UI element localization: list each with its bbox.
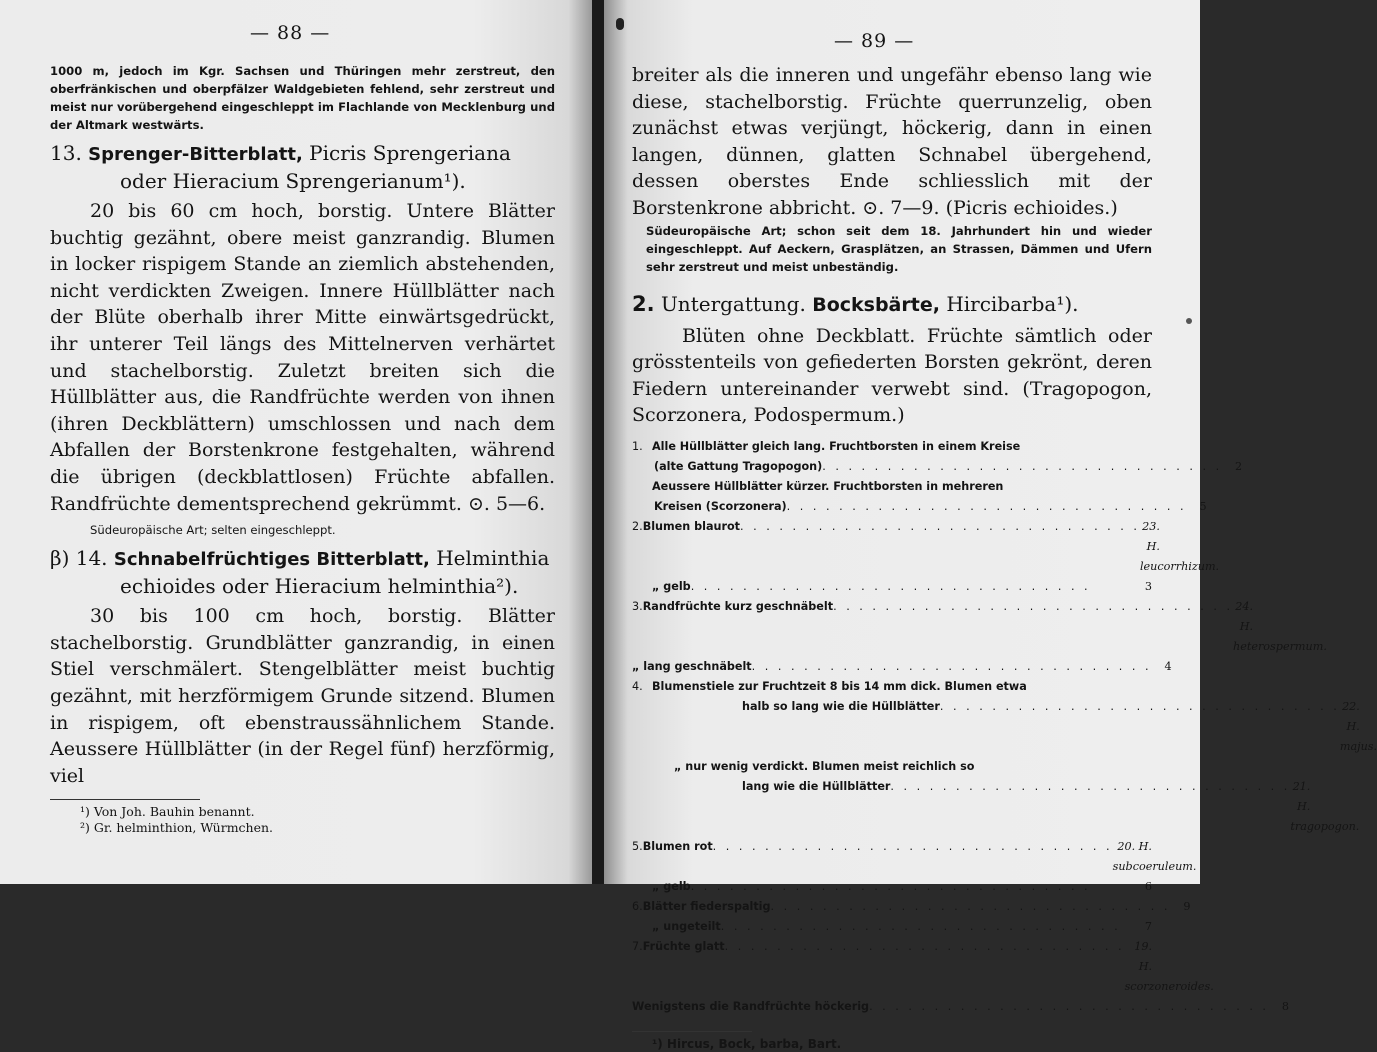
subgenus-name: Bocksbärte, — [812, 293, 940, 316]
key-row — [632, 657, 1172, 677]
identification-key — [632, 437, 1377, 1017]
entry-latin-cont: echioides oder Hieracium helminthia²). — [120, 574, 519, 599]
page-number: — 89 — — [834, 30, 915, 52]
key-row-number: 6. — [632, 899, 643, 913]
entry-14-heading — [50, 545, 555, 599]
key-row — [632, 577, 1152, 597]
key-row-text: „ gelb — [652, 879, 691, 893]
key-row-reference: 2 — [1235, 459, 1243, 473]
footnote-rule — [632, 1031, 752, 1032]
entry-13-description: 20 bis 60 cm hoch, borstig. Untere Blätter buchtig gezähnt, obere meist ganzrandig. Blumen in locker rispigem Stande an ziemlich abstehenden, nicht verdickten Zweigen. Innere Hüllblätter nach der Blüte oberhalb ihrer Mitte einwärtsgedrückt, ihr unterer Teil längs des Mittelnerven verhärtet und stachelborstig. Zuletzt breiten sich die Hüllblätter aus, die Randfrüchte werden von ihnen (ihren Deckblättern) umschlossen und nach dem Abfallen der Borstenkrone festgehalten, während die übrigen (deckblattlosen) Früchte abfallen. Randfrüchte dementsprechend gekrümmt. ⊙. 5—6. — [50, 200, 555, 515]
key-row-reference: 6 — [1144, 879, 1152, 893]
key-leader-dots: . . . . . . . . . . . . . . . . . . . . . . . . . . . . . . . — [939, 699, 1340, 713]
key-row-text: Aeussere Hüllblätter kürzer. Fruchtborsten in mehreren — [652, 479, 1004, 493]
key-row-number: 1. — [632, 439, 643, 453]
key-row-reference: 3 — [1144, 579, 1152, 593]
key-leader-dots: . . . . . . . . . . . . . . . . . . . . . . . . . . . . . . . — [740, 519, 1140, 533]
key-row-reference: 5 — [1199, 499, 1207, 513]
subgenus-number: 2. — [632, 291, 655, 316]
key-row — [632, 757, 1152, 777]
entry-number: β) 14. — [50, 546, 108, 571]
key-row-text: „ lang geschnäbelt — [632, 659, 752, 673]
entry-latin: Picris Sprengeriana — [309, 141, 511, 165]
entry-14-description: 30 bis 100 cm hoch, borstig. Blätter stachelborstig. Grundblätter ganzrandig, in einen Stiel verschmälert. Stengelblätter meist buchtig gezähnt, mit herzförmigem Grunde sitzend. Blumen in rispigem, oft ebenstraussähnlichem Stande. Aeussere Hüllblätter (in der Regel fünf) herzförmig, viel — [50, 605, 555, 787]
key-row-number: 3. — [632, 599, 643, 613]
footnote-2: ²) Gr. helminthion, Würmchen. — [80, 820, 274, 836]
entry-name: Schnabelfrüchtiges Bitterblatt, — [113, 549, 430, 571]
key-leader-dots: . . . . . . . . . . . . . . . . . . . . . . . . . . . . . . . — [712, 839, 1113, 853]
key-row — [632, 597, 1327, 657]
key-row-reference: 22. H. majus. — [1339, 699, 1377, 753]
key-row — [632, 677, 1152, 697]
key-row-number: 5. — [632, 839, 643, 853]
entry-number: 13. — [50, 141, 82, 165]
key-row-reference: 20. H. subcoeruleum. — [1112, 839, 1197, 873]
key-row-text: „ nur wenig verdickt. Blumen meist reichlich so — [674, 759, 975, 773]
key-row-text: Früchte glatt — [642, 939, 725, 953]
key-leader-dots: . . . . . . . . . . . . . . . . . . . . . . . . . . . . . . . — [786, 499, 1187, 513]
footnote-1: ¹) Von Joh. Bauhin benannt. — [80, 804, 255, 820]
key-row-text: Blätter fiederspaltig — [642, 899, 771, 913]
key-row-number: 7. — [632, 939, 643, 953]
key-row-text: Alle Hüllblätter gleich lang. Fruchtborsten in einem Kreise — [652, 439, 1021, 453]
key-leader-dots: . . . . . . . . . . . . . . . . . . . . . . . . . . . . . . . — [751, 659, 1152, 673]
key-row-text: lang wie die Hüllblätter — [742, 779, 891, 793]
footnote-1: ¹) Hircus, Bock, barba, Bart. — [652, 1036, 842, 1051]
page-number: — 88 — — [250, 22, 331, 44]
key-leader-dots: . . . . . . . . . . . . . . . . . . . . . . . . . . . . . . . — [720, 919, 1121, 933]
key-row-text: Wenigstens die Randfrüchte höckerig — [632, 999, 870, 1013]
key-row-text: Blumen blaurot — [642, 519, 741, 533]
key-row-reference: 23. H. leucorrhizum. — [1139, 519, 1220, 573]
entry-latin-cont: oder Hieracium Sprengerianum¹). — [120, 169, 466, 193]
key-row-text: Randfrüchte kurz geschnäbelt — [642, 599, 834, 613]
key-row-reference: 24. H. heterospermum. — [1233, 599, 1327, 653]
book-gutter — [592, 0, 604, 884]
key-row-number: 4. — [632, 679, 643, 693]
key-row — [632, 517, 1220, 577]
ink-speck — [1186, 318, 1192, 324]
subgenus-latin: Hircibarba¹). — [946, 291, 1079, 316]
key-leader-dots: . . . . . . . . . . . . . . . . . . . . . . . . . . . . . . . — [690, 879, 1091, 893]
subgenus-description: Blüten ohne Deckblatt. Früchte sämtlich oder grösstenteils von gefiederten Borsten gekrönt, deren Fiedern untereinander verwebt sind. (Tragopogon, Scorzonera, Podospermum.) — [632, 324, 1152, 427]
footnote-rule — [50, 799, 200, 800]
key-row-reference: 21. H. tragopogon. — [1290, 779, 1360, 833]
key-row-text: „ ungeteilt — [652, 919, 721, 933]
page-content — [50, 62, 555, 836]
key-row-reference: 19. H. scorzoneroides. — [1124, 939, 1214, 993]
page-88 — [0, 0, 592, 884]
key-row-reference: 8 — [1281, 999, 1289, 1013]
key-row-text: Kreisen (Scorzonera) — [654, 499, 787, 513]
key-row — [632, 457, 1243, 477]
subgenus-label: Untergattung. — [660, 291, 806, 316]
entry-14-continuation: breiter als die inneren und ungefähr ebenso lang wie diese, stachelborstig. Früchte querrunzelig, oben zunächst etwas verjüngt, höckerig, dann in einen langen, dünnen, glatten Schnabel übergehend, dessen oberstes Ende schliesslich mit der Borstenkrone abbricht. ⊙. 7—9. (Picris echioides.) — [632, 64, 1152, 219]
key-row — [632, 897, 1191, 917]
key-leader-dots: . . . . . . . . . . . . . . . . . . . . . . . . . . . . . . . — [724, 939, 1125, 953]
subgenus-heading — [632, 290, 1152, 319]
key-row — [632, 837, 1197, 877]
key-row-reference: 4 — [1164, 659, 1172, 673]
key-row — [632, 477, 1152, 497]
entry-name: Sprenger-Bitterblatt, — [88, 144, 303, 165]
key-row — [632, 697, 1377, 757]
key-row — [632, 437, 1152, 457]
key-row-text: (alte Gattung Tragopogon) — [654, 459, 823, 473]
entry-13-note: Südeuropäische Art; selten eingeschleppt. — [90, 523, 336, 538]
key-row — [632, 877, 1152, 897]
entry-14-note: Südeuropäische Art; schon seit dem 18. Jahrhundert hin und wieder eingeschleppt. Auf Aeckern, Grasplätzen, an Strassen, Dämmen und Ufern sehr zerstreut und meist unbeständig. — [646, 223, 1152, 274]
key-row — [632, 997, 1289, 1017]
key-row-reference: 7 — [1144, 919, 1152, 933]
key-leader-dots: . . . . . . . . . . . . . . . . . . . . . . . . . . . . . . . — [690, 579, 1091, 593]
key-row-reference: 9 — [1183, 899, 1191, 913]
key-leader-dots: . . . . . . . . . . . . . . . . . . . . . . . . . . . . . . . — [822, 459, 1223, 473]
entry-13-heading — [50, 140, 555, 194]
key-row — [632, 937, 1214, 997]
key-row-text: Blumenstiele zur Fruchtzeit 8 bis 14 mm dick. Blumen etwa — [652, 679, 1027, 693]
key-row-number: 2. — [632, 519, 643, 533]
intro-text: 1000 m, jedoch im Kgr. Sachsen und Thüringen mehr zerstreut, den oberfränkischen und oberpfälzer Waldgebieten fehlend, sehr zerstreut und meist nur vorübergehend eingeschleppt im Flachlande von Mecklenburg und der Altmark westwärts. — [50, 64, 555, 132]
key-leader-dots: . . . . . . . . . . . . . . . . . . . . . . . . . . . . . . . — [869, 999, 1269, 1013]
key-leader-dots: . . . . . . . . . . . . . . . . . . . . . . . . . . . . . . . — [833, 599, 1234, 613]
key-row — [632, 917, 1152, 937]
ink-mark — [616, 18, 624, 30]
key-row — [632, 777, 1360, 837]
key-row-text: Blumen rot — [642, 839, 713, 853]
key-row-text: „ gelb — [652, 579, 691, 593]
key-row-text: halb so lang wie die Hüllblätter — [742, 699, 940, 713]
entry-latin: Helminthia — [436, 546, 550, 571]
key-row — [632, 497, 1207, 517]
page-89 — [604, 0, 1377, 1051]
key-leader-dots: . . . . . . . . . . . . . . . . . . . . . . . . . . . . . . . — [770, 899, 1171, 913]
page-content — [632, 62, 1377, 1052]
key-leader-dots: . . . . . . . . . . . . . . . . . . . . . . . . . . . . . . . — [890, 779, 1291, 793]
